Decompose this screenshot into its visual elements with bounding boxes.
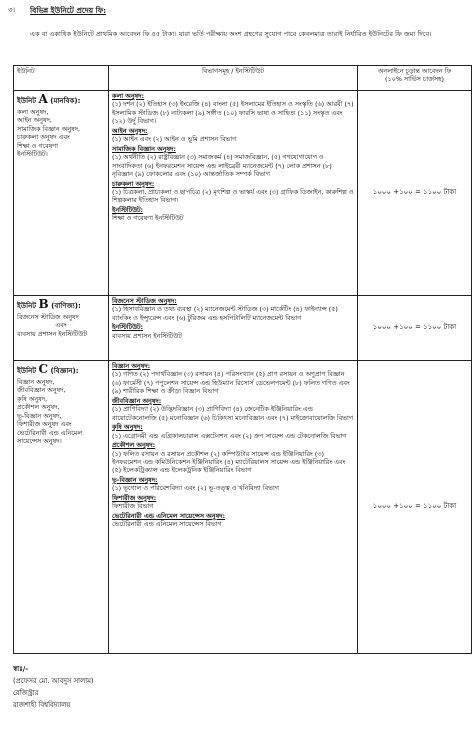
dept-group-title: ভেটেরিনারী এন্ড এনিমেল সায়েন্সেস অনুষদ: (112, 511, 226, 520)
dept-group (112, 145, 354, 179)
departments-cell (109, 296, 358, 361)
dept-group-text: (১) এগ্রোনমী এন্ড এগ্রিকালচারাল এক্সটেনশন এবং (২) ক্রপ সায়েন্স এন্ড টেকনোলজি বিভাগ (112, 431, 347, 440)
dept-group-title: আইন অনুষদ: (112, 126, 148, 135)
unit-heading (17, 362, 105, 378)
fee-table (13, 65, 472, 654)
dept-group-title: কলা অনুষদ: (112, 92, 145, 100)
unit-name: ইউনিট (17, 367, 37, 375)
unit-line: ভেটেরিনারী এন্ড এনিমেল (17, 428, 83, 437)
dept-group-title: বিজ্ঞান অনুষদ: (112, 362, 151, 370)
unit-heading (17, 92, 105, 108)
departments-cell (109, 91, 358, 296)
dept-group-title: কৃষি অনুষদ: (112, 423, 143, 432)
dept-group (112, 362, 354, 396)
signatory-name: (প্রফেসর মো. আবদুস সালাম) (13, 676, 94, 685)
unit-line: জীববিজ্ঞান অনুষদ, (17, 386, 66, 395)
signatory-org: রাজশাহী বিশ্ববিদ্যালয় (13, 700, 71, 709)
unit-name: ইউনিট (17, 302, 37, 310)
dept-group-text: (১) চিত্রকলা, প্রাচ্যকলা ও ছাপচিত্র (২) মৃৎশিল্প ও ভাস্কর্য এবং (৩) গ্রাফিক ডিজাইন, কারুশিল্প ও শিল্পকলার ইতিহাস বিভাগ। (112, 187, 354, 205)
unit-line: ভূ-বিজ্ঞান অনুষদ, (17, 411, 62, 420)
unit-faculty: (মানবিক): (50, 97, 81, 105)
unit-line: আইন অনুষদ, (17, 116, 52, 125)
unit-faculty: (বাণিজ্য): (51, 302, 81, 310)
unit-heading (17, 297, 105, 313)
dept-group (112, 127, 354, 144)
unit-line: প্রকৌশল অনুষদ, (17, 403, 60, 412)
unit-line: চারুকলা অনুষদ এবং (17, 133, 70, 142)
section-heading (8, 6, 468, 16)
unit-faculty: (বিজ্ঞান): (50, 367, 79, 375)
departments-cell (109, 361, 358, 654)
dept-group-text: ব্যবসায় প্রশাসন ইনস্টিটিউট (112, 331, 182, 340)
dept-group (112, 323, 354, 340)
section-number: ৩। (8, 6, 16, 15)
unit-letter: A (38, 92, 48, 106)
unit-line: সামাজিক বিজ্ঞান অনুষদ, (17, 124, 80, 133)
unit-line: বিজ্ঞান অনুষদ, (17, 377, 55, 386)
fee-cell: ১০০০ +১০০ = ১১০০ টাকা (358, 296, 472, 361)
dept-group-text: (১) ফলিত রসায়ন ও রসায়ন প্রকৌশল (২) কম্পিউটার সায়েন্স এন্ড ইঞ্জিনিয়ারিং (৩) ইনফরমেশন এন্ড কমিউনিকেশন ইঞ্জিনিয়ারিং (৪) ম্যাটেরিয়ালস সায়েন্স এন্ড ইঞ্জিনিয়ারিং এবং (৫) ইলেকট্রিক্যাল এন্ড ইলেকট্রনিক ইঞ্জিনিয়ারিং বিভাগ (112, 449, 346, 475)
dept-group-title: প্রকৌশল অনুষদ: (112, 441, 156, 450)
fee-cell: ১০০০ +১০০ = ১১০০ টাকা (358, 91, 472, 296)
unit-letter: C (38, 362, 49, 376)
unit-line: শিক্ষা ও গবেষণা (17, 141, 58, 150)
dept-group-text: ফিশারীজ বিভাগ (112, 502, 154, 511)
dept-group-title: সামাজিক বিজ্ঞান অনুষদ: (112, 144, 176, 153)
fee-cell: ১০০০ +১০০ = ১১০০ টাকা (358, 361, 472, 654)
dept-group-title: ফিশারীজ অনুষদ: (112, 493, 157, 502)
dept-group-text: (১) ভূগোল ও পরিবেশবিদ্যা এবং (২) ভূ-তত্ত্ব ও খনিবিদ্যা বিভাগ (112, 484, 279, 493)
unit-line: সায়েন্সেস অনুষদ। (17, 437, 62, 445)
unit-letter: B (38, 297, 49, 311)
dept-group-title: জীববিজ্ঞান অনুষদ: (112, 396, 162, 405)
dept-group-title: ভূ-বিজ্ঞান অনুষদ: (112, 475, 158, 484)
table-header-row (14, 66, 472, 91)
dept-group-title: বিজনেস স্টাডিজ অনুষদ: (112, 297, 177, 305)
unit-cell (14, 296, 109, 361)
dept-group (112, 441, 354, 475)
dept-group-text: (১) দর্শন (২) ইতিহাস (৩) ইংরেজি (৪) বাংলা (৫) ইসলামের ইতিহাস ও সংস্কৃতি (৬) আরবী (৭) ইসলামিক স্টাডিজ (৮) নাট্যকলা (৯) সঙ্গীত (১০) ফারসি ভাষা ও সাহিত্য (১১) সংস্কৃত এবং (১২) উর্দু বিভাগ। (112, 100, 354, 126)
dept-group (112, 397, 354, 422)
dept-group (112, 494, 354, 511)
header-unit: ইউনিট (14, 66, 109, 91)
dept-group-title: ইনস্টিটিউট: (112, 323, 144, 332)
header-fee (358, 66, 472, 91)
section-title: বিভিন্ন ইউনিটে প্রদেয় ফি: (30, 6, 107, 15)
dept-group-text: (১) প্রাণিবিদ্যা (২) উদ্ভিদবিজ্ঞান (৩) প্রাণিবিদ্যা (৪) জেনেটিক ইঞ্জিনিয়ারিং এন্ড বায়োটেকনোলজি (৫) মনোবিজ্ঞান (৬) চিকিৎসা মনোবিজ্ঞান এবং (৭) মাইক্রোবায়োলজি বিভাগ (112, 405, 354, 422)
dept-group-text: (১) গণিত (২) পদার্থবিজ্ঞান (৩) রসায়ন (৪) পরিসংখ্যান (৫) প্রাণ রসায়ন ও অণুপ্রাণ বিজ্ঞান (৬) ফার্মেসী (৭) পপুলেশন সায়েন্স এন্ড হিউম্যান রিসোর্স ডেভেলপমেন্ট (৮) ফলিত গণিত এবং (৯) শারীরিক শিক্ষা ও ক্রীড়া বিজ্ঞান বিভাগ (112, 370, 350, 396)
signatory-title: রেজিস্ট্রার (13, 688, 39, 697)
table-row (14, 361, 472, 654)
unit-line: কৃষি অনুষদ, (17, 394, 48, 403)
unit-cell (14, 361, 109, 654)
unit-line: ব্যবসায় প্রশাসন ইনস্টিটিউট (17, 329, 87, 338)
signature-block (13, 664, 94, 712)
dept-group-title: ইনস্টিটিউট: (112, 205, 144, 214)
header-fee-label: অনলাইনে চূড়ান্ত আবেদন ফি (377, 67, 452, 75)
unit-line: ফিশারীজ অনুষদ এবং (17, 420, 72, 429)
dept-group-text: (১) অর্থনীতি (২) রাষ্ট্রবিজ্ঞান (৩) সমাজকর্ম (৪) সমাজবিজ্ঞান, (৫) গণযোগাযোগ ও সাংবাদিকতা (৬) ইনফরমেশন সায়েন্স এন্ড লাইব্রেরী ম্যানেজমেন্ট (৭) লোক প্রশাসন (৮) নৃবিজ্ঞান (৯) ফোকলোর এবং (১০) আন্তর্জাতিক সম্পর্ক বিভাগ (112, 153, 332, 179)
dept-group-text: (১) হিসাববিজ্ঞান ও তথ্য ব্যবস্থা (২) ম্যানেজমেন্ট স্টাডিজ (৩) মার্কেটিং (৪) ফাইন্যান্স (৫) ব্যাংকিং ও ইন্স্যুরেন্স এবং (৬) টুরিজম এন্ড হসপিটালিটি ম্যানেজমেন্ট বিভাগ (112, 305, 338, 322)
unit-line: এবং (55, 321, 67, 330)
unit-line: বিজনেস স্টাডিজ অনুষদ (17, 312, 79, 321)
dept-group (112, 297, 354, 322)
dept-group (112, 512, 354, 529)
dept-group (112, 476, 354, 493)
dept-group (112, 92, 354, 126)
header-departments: বিভাগসমূহ / ইনস্টিটিউট (109, 66, 358, 91)
unit-cell (14, 91, 109, 296)
dept-group (112, 423, 354, 440)
header-fee-sub: (১০% সার্ভিস চার্জসহ) (385, 75, 444, 84)
dept-group-text: ভেটেরিনারী এন্ড এনিমেল সায়েন্সেস বিভাগ (112, 520, 222, 529)
signature-label: স্বাঃ/- (13, 665, 29, 673)
dept-group (112, 180, 354, 205)
dept-group (112, 206, 354, 223)
table-row (14, 296, 472, 361)
dept-group-title: চারুকলা অনুষদ: (112, 179, 155, 188)
dept-group-text: (১) আইন এবং (২) আইন ও ভূমি প্রশাসন বিভাগ (112, 135, 237, 144)
unit-line: কলা অনুষদ, (17, 107, 49, 116)
unit-line: ইনস্টিটিউট। (17, 150, 48, 159)
intro-paragraph: এক বা একাধিক ইউনিটে প্রাথমিক আবেদন ফি ৫৫ টাকা। যারা ভর্তি পরীক্ষায় অংশ গ্রহণের সুযোগ পাবে কেবলমাত্র তারাই নির্ধারিত ইউনিটের ফি জমা দিবে। (30, 30, 432, 38)
table-row (14, 91, 472, 296)
dept-group-text: শিক্ষা ও গবেষণা ইনস্টিটিউট (112, 214, 184, 223)
unit-name: ইউনিট (17, 97, 37, 105)
